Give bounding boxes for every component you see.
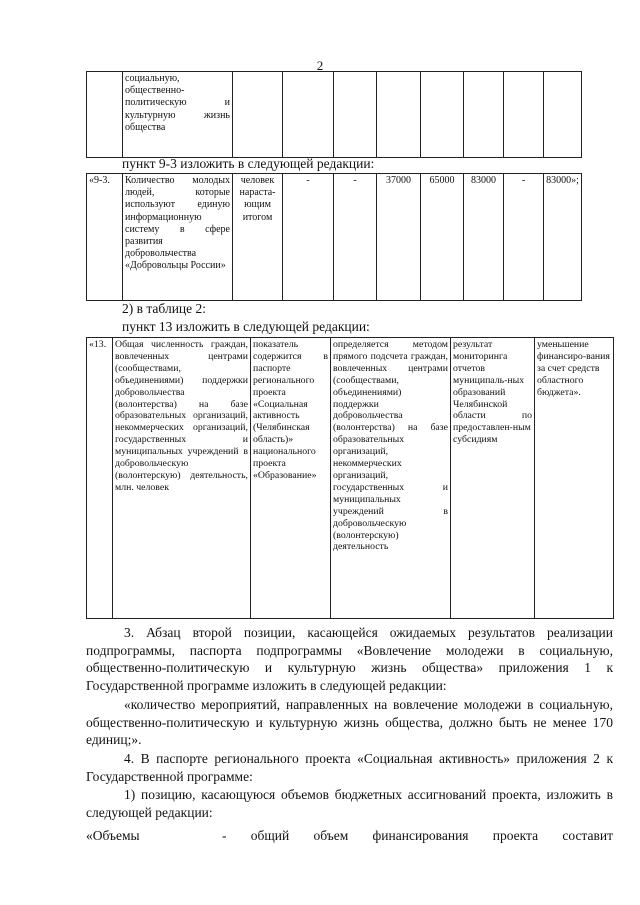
table-cell-number: «13. — [87, 338, 113, 619]
table-cell-result: результат мониторинга отчетов муниципаль-ных образований Челябинской области по предоставлен-ным субсидиям — [451, 338, 535, 619]
table-cell-value: 83000 — [464, 174, 504, 301]
table-cell-reduction: уменьшение финансиро-вания за счет средств областного бюджета». — [535, 338, 614, 619]
table-cell: социальную, общественно-политическую и культурную жизнь общества — [123, 72, 233, 158]
table-cell-value: 83000»; — [544, 174, 582, 301]
table-cell — [334, 72, 377, 158]
table-cell-value: - — [283, 174, 334, 301]
table-row — [87, 72, 582, 158]
table-cell — [464, 72, 504, 158]
table-point-9-3 — [86, 173, 582, 301]
table-cell-method: определяется методом прямого подсчета граждан, вовлеченных центрами (сообществами, объединениями) поддержки добровольчества (волонтерства) на базе образовательных организаций, некоммерческих организаций, государственных и муниципальных учреждений в добровольческую (волонтерскую) деятельность — [331, 338, 451, 619]
paragraph-4-1: 1) позицию, касающуюся объемов бюджетных ассигнований проекта, изложить в следующей редакции: — [86, 787, 613, 820]
table-cell-indicator: Общая численность граждан, вовлеченных центрами (сообществами, объединениями) поддержки добровольчества (волонтерства) на базе образовательных организаций, некоммерческих организаций, государственных и муниципальных учреждений в добровольческую (волонтерскую) деятельность, млн. человек — [113, 338, 251, 619]
paragraph-4: 4. В паспорте регионального проекта «Социальная активность» приложения 2 к Государственной программе: — [86, 751, 613, 784]
table-cell-value: 65000 — [421, 174, 464, 301]
table-continuation — [86, 71, 582, 158]
volumes-text: - общий объем финансирования проекта составит — [222, 828, 613, 843]
table-cell — [421, 72, 464, 158]
paragraph-3: 3. Абзац второй позиции, касающейся ожидаемых результатов реализации подпрограммы, паспорта подпрограммы «Вовлечение молодежи в социальную, общественно-политическую и культурную жизнь общества» приложения 1 к Государственной программе изложить в следующей редакции: — [86, 625, 613, 693]
table-cell-unit: человек нараста-ющим итогом — [233, 174, 283, 301]
table-cell — [504, 72, 544, 158]
instruction-9-3: пункт 9-3 изложить в следующей редакции: — [122, 156, 375, 171]
table-cell-value: 37000 — [377, 174, 421, 301]
page-number: 2 — [316, 58, 324, 73]
table-cell — [544, 72, 582, 158]
table-cell-indicator: Количество молодых людей, которые используют единую информационную систему в сфере развития добровольчества «Добровольцы России» — [123, 174, 233, 301]
volumes-label: «Объемы — [86, 828, 140, 843]
table-cell — [87, 72, 123, 158]
instruction-table-2: 2) в таблице 2: — [122, 301, 207, 316]
table-cell-source: показатель содержится в паспорте регионального проекта «Социальная активность (Челябинская область)» национального проекта «Образование» — [251, 338, 331, 619]
table-row — [87, 174, 582, 301]
table-cell — [283, 72, 334, 158]
table-row — [87, 338, 614, 619]
table-cell-value: - — [334, 174, 377, 301]
table-cell-value: - — [504, 174, 544, 301]
table-cell — [233, 72, 283, 158]
instruction-13: пункт 13 изложить в следующей редакции: — [122, 319, 370, 334]
table-point-13 — [86, 337, 614, 619]
table-cell-number: «9-3. — [87, 174, 123, 301]
table-cell — [377, 72, 421, 158]
paragraph-quote: «количество мероприятий, направленных на вовлечение молодежи в социальную, общественно-политическую и культурную жизнь общества, должно быть не менее 170 единиц;». — [86, 697, 613, 747]
